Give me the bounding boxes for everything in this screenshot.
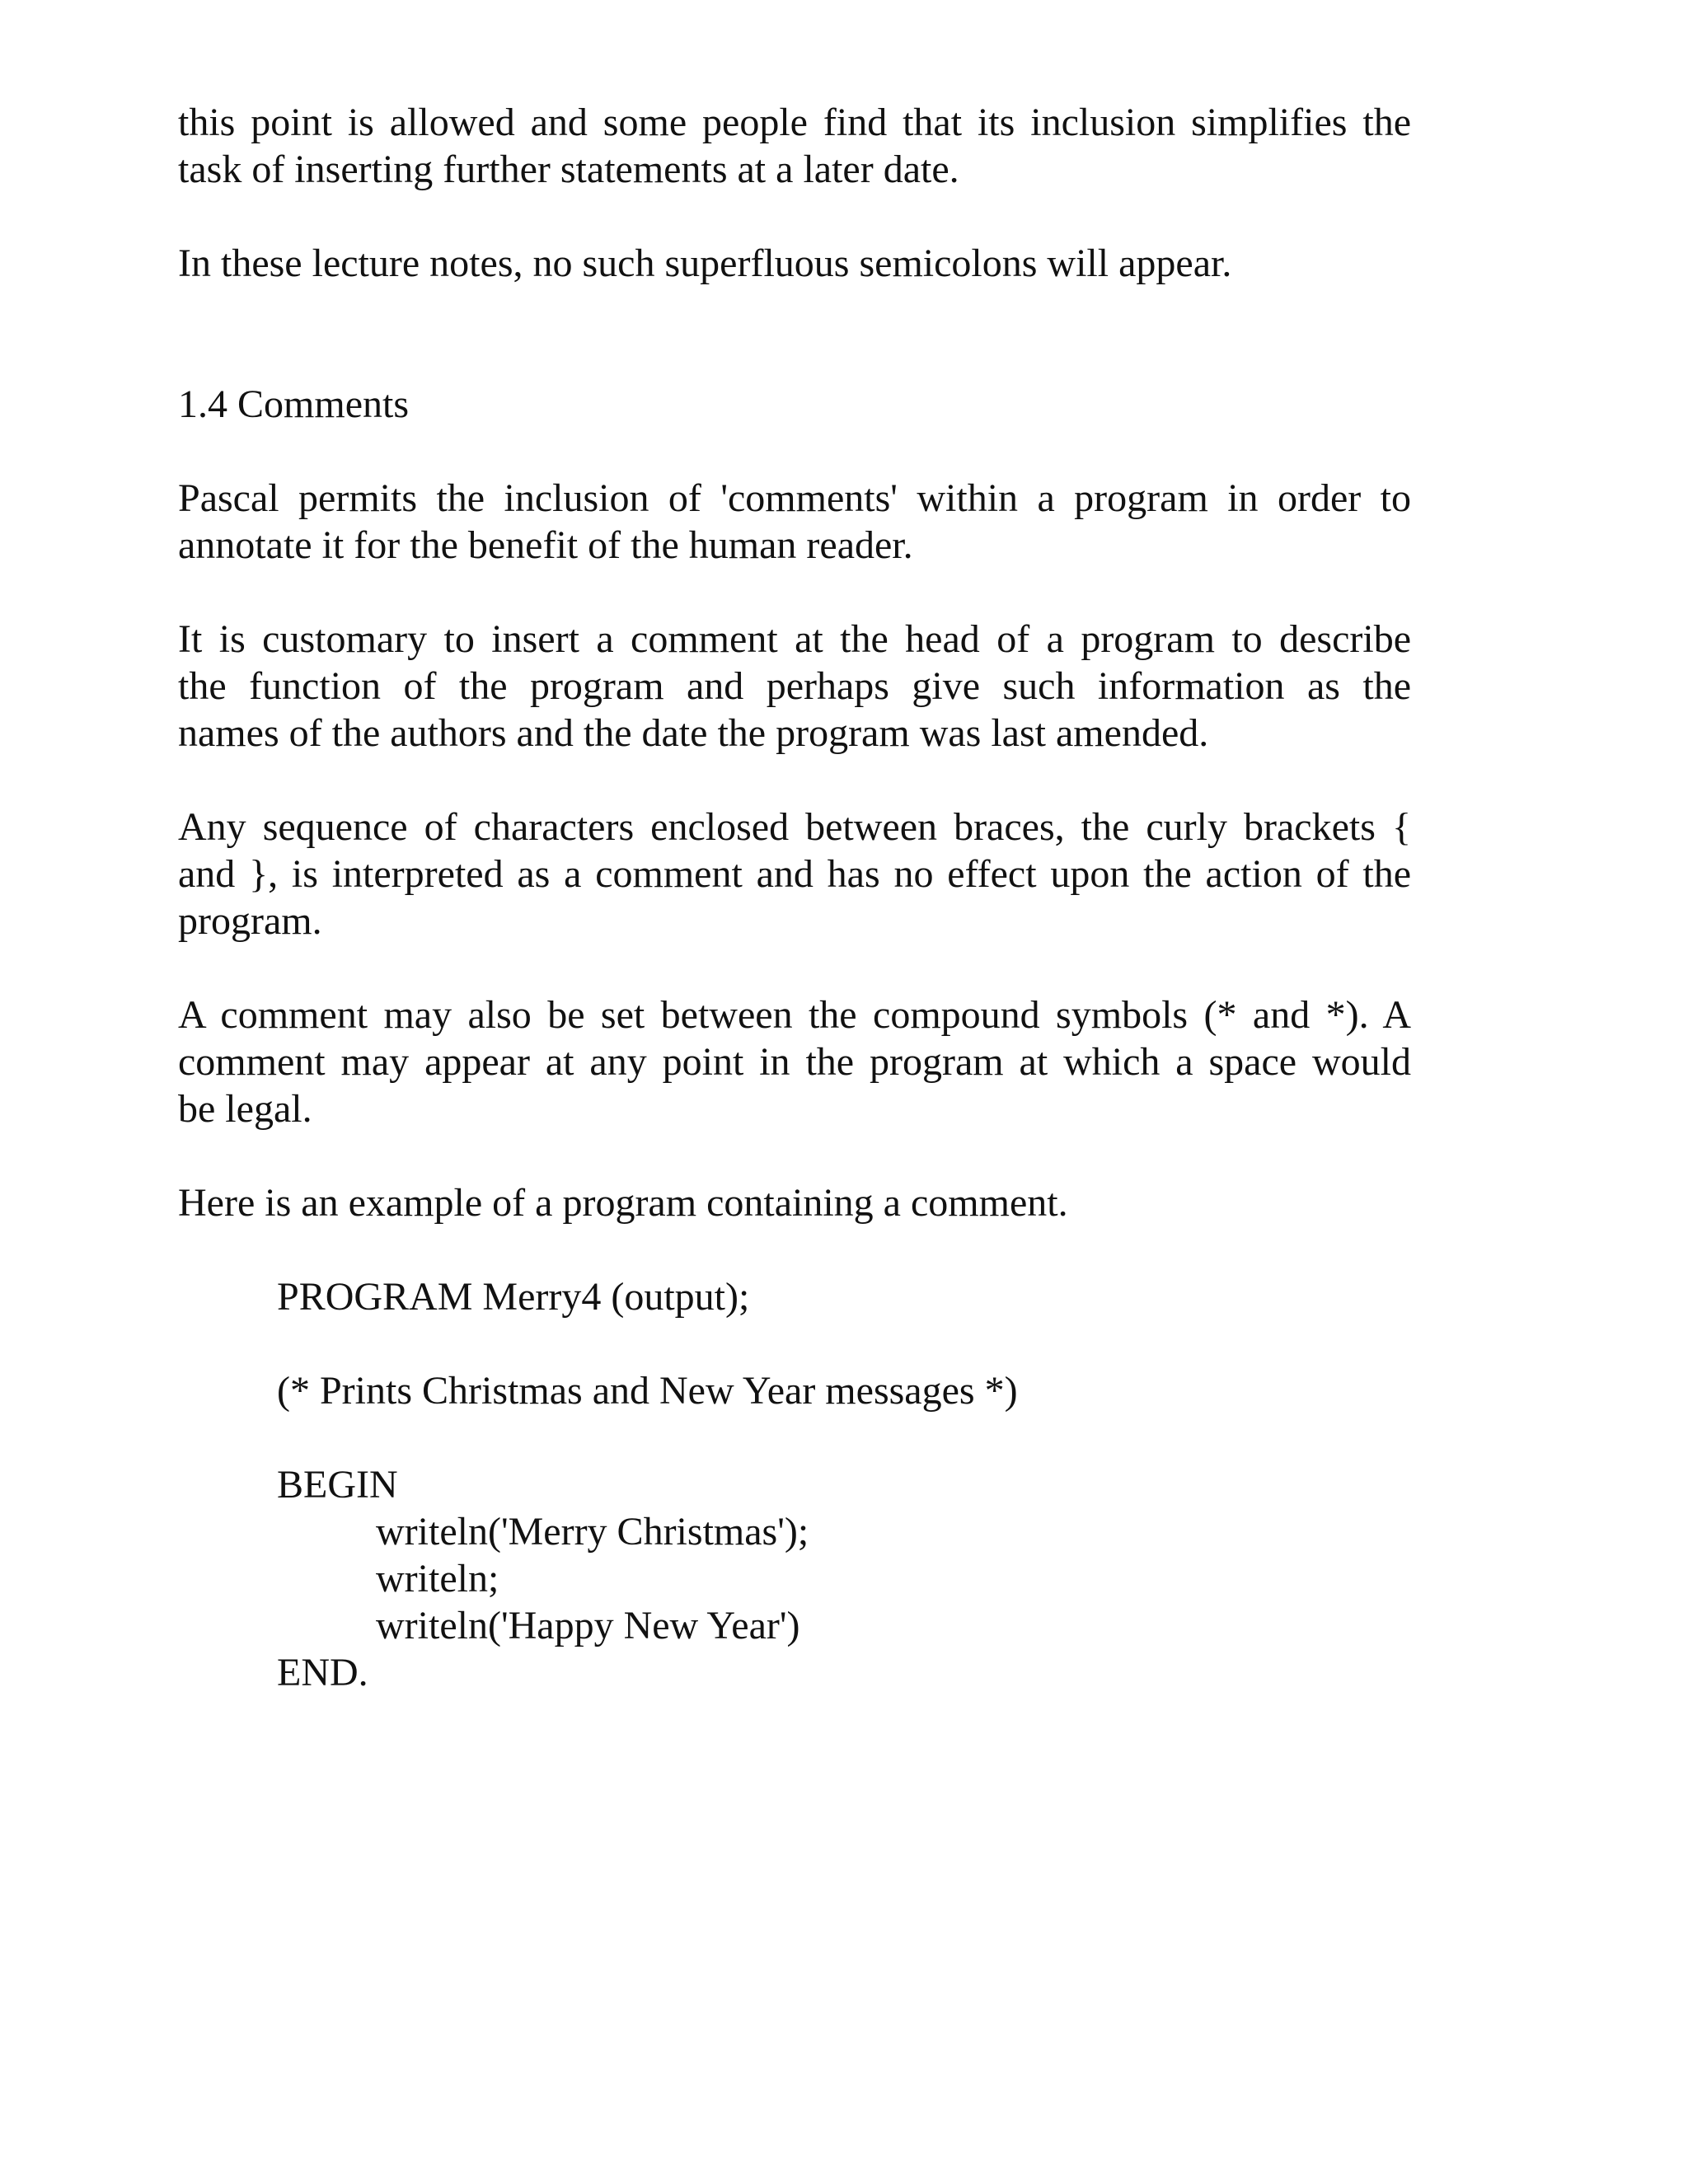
pascal-paragraph — [178, 475, 1411, 569]
no-semicolons-line: In these lecture notes, no such superfluous semicolons will appear. — [178, 241, 1232, 285]
code-program-line: PROGRAM Merry4 (output); — [277, 1275, 750, 1319]
pascal-line-1: Pascal permits the inclusion of 'comments' within a program in order to — [178, 476, 1411, 520]
braces-line-1: Any sequence of characters enclosed between braces, the curly brackets { — [178, 805, 1411, 849]
intro-line-2: task of inserting further statements at a later date. — [178, 148, 959, 191]
section-heading-text: 1.4 Comments — [178, 382, 410, 426]
intro-line-1: this point is allowed and some people find that its inclusion simplifies the — [178, 101, 1411, 144]
pascal-line-2: annotate it for the benefit of the human reader. — [178, 523, 913, 567]
code-comment-line: (* Prints Christmas and New Year messages *) — [277, 1369, 1018, 1413]
example-intro-line: Here is an example of a program containing a comment. — [178, 1181, 1068, 1225]
compound-line-3: be legal. — [178, 1087, 312, 1131]
compound-paragraph — [178, 991, 1411, 1132]
code-statement-1: writeln('Merry Christmas'); — [376, 1510, 809, 1554]
braces-line-3: program. — [178, 899, 322, 943]
braces-line-2: and }, is interpreted as a comment and has no effect upon the action of the — [178, 852, 1411, 896]
intro-paragraph — [178, 99, 1411, 193]
compound-line-1: A comment may also be set between the compound symbols (* and *). A — [178, 993, 1411, 1037]
customary-paragraph — [178, 616, 1411, 757]
customary-line-3: names of the authors and the date the program was last amended. — [178, 711, 1209, 755]
customary-line-2: the function of the program and perhaps give such information as the — [178, 664, 1411, 708]
code-end: END. — [277, 1651, 368, 1694]
code-begin: BEGIN — [277, 1463, 398, 1507]
braces-paragraph — [178, 804, 1411, 944]
code-statement-2: writeln; — [376, 1557, 499, 1601]
example-intro-paragraph — [178, 1179, 1411, 1226]
no-semicolons-paragraph — [178, 240, 1411, 287]
customary-line-1: It is customary to insert a comment at the head of a program to describe — [178, 617, 1411, 661]
code-statement-3: writeln('Happy New Year') — [376, 1604, 800, 1647]
section-heading — [178, 381, 1411, 428]
compound-line-2: comment may appear at any point in the program at which a space would — [178, 1040, 1411, 1084]
